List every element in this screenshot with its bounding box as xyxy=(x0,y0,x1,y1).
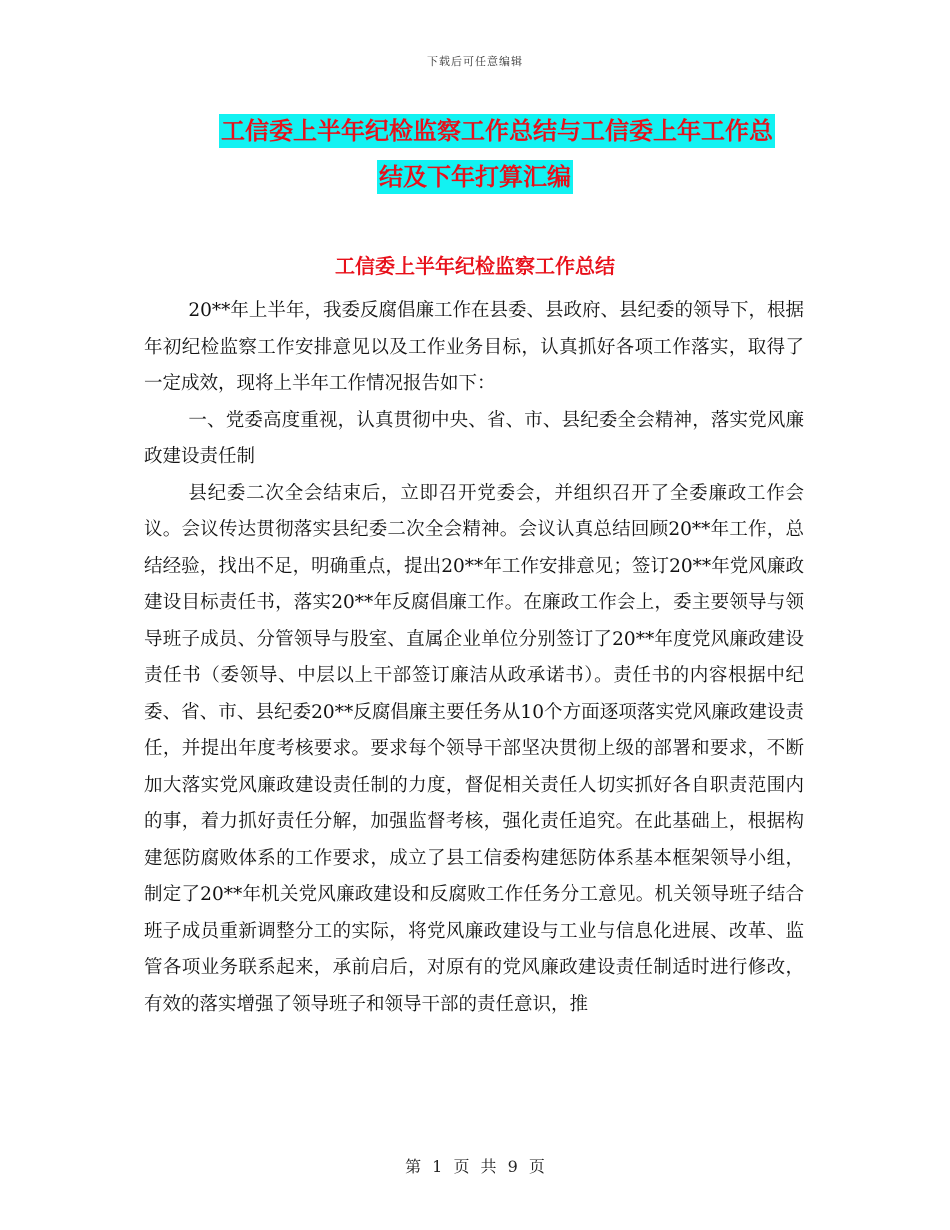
page-footer: 第 1 页 共 9 页 xyxy=(405,1157,545,1176)
title-line-1: 工信委上半年纪检监察工作总结与工信委上年工作总 xyxy=(219,114,775,148)
section-title: 工信委上半年纪检监察工作总结 xyxy=(335,254,615,278)
body-text xyxy=(144,293,804,1023)
paragraph-body: 县纪委二次全会结束后，立即召开党委会，并组织召开了全委廉政工作会议。会议传达贯彻落实县纪委二次全会精神。会议认真总结回顾20**年工作，总结经验，找出不足，明确重点，提出20**年工作安排意见；签订20**年党风廉政建设目标责任书，落实20**年反腐倡廉工作。在廉政工作会上，委主要领导与领导班子成员、分管领导与股室、直属企业单位分别签订了20**年度党风廉政建设责任书（委领导、中层以上干部签订廉洁从政承诺书）。责任书的内容根据中纪委、省、市、县纪委20**反腐倡廉主要任务从10个方面逐项落实党风廉政建设责任，并提出年度考核要求。要求每个领导干部坚决贯彻上级的部署和要求，不断加大落实党风廉政建设责任制的力度，督促相关责任人切实抓好各自职责范围内的事，着力抓好责任分解，加强监督考核，强化责任追究。在此基础上，根据构建惩防腐败体系的工作要求，成立了县工信委构建惩防体系基本框架领导小组，制定了20**年机关党风廉政建设和反腐败工作任务分工意见。机关领导班子结合班子成员重新调整分工的实际，将党风廉政建设与工业与信息化进展、改革、监管各项业务联系起来，承前启后，对原有的党风廉政建设责任制适时进行修改，有效的落实增强了领导班子和领导干部的责任意识，推 xyxy=(144,482,804,1015)
header-note: 下载后可任意编辑 xyxy=(427,55,523,68)
paragraph-intro: 20**年上半年，我委反腐倡廉工作在县委、县政府、县纪委的领导下，根据年初纪检监察工作安排意见以及工作业务目标，认真抓好各项工作落实，取得了一定成效，现将上半年工作情况报告如下： xyxy=(144,300,804,394)
document-title xyxy=(0,108,950,200)
paragraph-heading-1: 一、党委高度重视，认真贯彻中央、省、市、县纪委全会精神，落实党风廉政建设责任制 xyxy=(144,409,804,467)
title-line-2: 结及下年打算汇编 xyxy=(377,160,573,194)
